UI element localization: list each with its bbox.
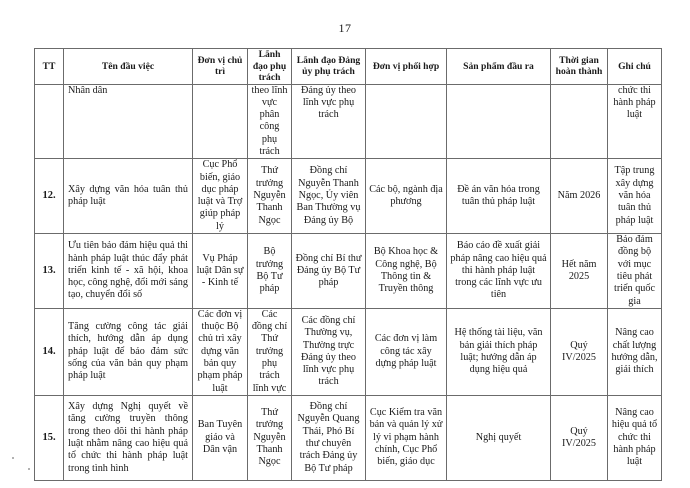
- table-row: [35, 395, 662, 480]
- cell-coordinating-units: Cục Kiểm tra văn bản và quản lý xử lý vi phạm hành chính, Cục Phổ biến, giáo dục: [366, 395, 447, 480]
- header-lead-unit: Đơn vị chủ trì: [193, 49, 248, 85]
- cell-coordinating-units: [366, 84, 447, 159]
- scan-speck: [28, 468, 30, 470]
- cell-coordinating-units: Các đơn vị làm công tác xây dựng pháp luật: [366, 308, 447, 395]
- cell-party-leader: Đồng chí Bí thư Đảng ủy Bộ Tư pháp: [292, 234, 366, 309]
- cell-deadline: Hết năm 2025: [551, 234, 608, 309]
- cell-output: Nghị quyết: [447, 395, 551, 480]
- cell-leader: Các đồng chí Thứ trưởng phụ trách lĩnh vực: [248, 308, 292, 395]
- cell-deadline: Quý IV/2025: [551, 395, 608, 480]
- scan-speck: [12, 457, 14, 459]
- cell-coordinating-units: Bộ Khoa học & Công nghệ, Bộ Thông tin & Truyền thông: [366, 234, 447, 309]
- cell-tt: 15.: [35, 395, 64, 480]
- cell-note: Tập trung xây dựng văn hóa tuân thủ pháp luật: [608, 159, 662, 234]
- cell-lead-unit: Ban Tuyên giáo và Dân vận: [193, 395, 248, 480]
- cell-deadline: [551, 84, 608, 159]
- header-party-leader: Lãnh đạo Đảng ủy phụ trách: [292, 49, 366, 85]
- cell-leader: Bộ trưởng Bộ Tư pháp: [248, 234, 292, 309]
- table-row: [35, 84, 662, 159]
- table-row: [35, 234, 662, 309]
- cell-party-leader: Đồng chí Nguyễn Thanh Ngọc, Ủy viên Ban Thường vụ Đảng ủy Bộ: [292, 159, 366, 234]
- cell-note: Nâng cao chất lượng hướng dẫn, giải thích: [608, 308, 662, 395]
- cell-party-leader: Đảng ủy theo lĩnh vực phụ trách: [292, 84, 366, 159]
- table-row: [35, 308, 662, 395]
- header-note: Ghi chú: [608, 49, 662, 85]
- header-task-name: Tên đầu việc: [64, 49, 193, 85]
- cell-party-leader: Các đồng chí Thường vụ, Thường trực Đảng ủy theo lĩnh vực phụ trách: [292, 308, 366, 395]
- cell-task: Nhân dân: [64, 84, 193, 159]
- header-deadline: Thời gian hoàn thành: [551, 49, 608, 85]
- cell-task: Tăng cường công tác giải thích, hướng dẫn áp dụng pháp luật để bảo đảm sức sống của văn bản quy phạm pháp luật: [64, 308, 193, 395]
- cell-output: Báo cáo đề xuất giải pháp nâng cao hiệu quả thi hành pháp luật trong các lĩnh vực ưu tiên: [447, 234, 551, 309]
- header-coordinating-units: Đơn vị phối hợp: [366, 49, 447, 85]
- cell-lead-unit: Vụ Pháp luật Dân sự - Kinh tế: [193, 234, 248, 309]
- cell-leader: Thứ trưởng Nguyễn Thanh Ngọc: [248, 159, 292, 234]
- cell-task: Xây dựng văn hóa tuân thủ pháp luật: [64, 159, 193, 234]
- cell-coordinating-units: Các bộ, ngành địa phương: [366, 159, 447, 234]
- page-number: 17: [338, 21, 352, 35]
- cell-output: Đề án văn hóa trong tuân thủ pháp luật: [447, 159, 551, 234]
- cell-task: Ưu tiên bảo đảm hiệu quả thi hành pháp luật thúc đẩy phát triển kinh tế - xã hội, khoa học, công nghệ, đổi mới sáng tạo, chuyển đổi số: [64, 234, 193, 309]
- cell-leader: theo lĩnh vực phân công phụ trách: [248, 84, 292, 159]
- cell-tt: 14.: [35, 308, 64, 395]
- table-header-row: [35, 49, 662, 85]
- task-plan-table: [34, 48, 662, 481]
- cell-note: chức thi hành pháp luật: [608, 84, 662, 159]
- header-tt: TT: [35, 49, 64, 85]
- cell-deadline: Năm 2026: [551, 159, 608, 234]
- header-output: Sản phẩm đầu ra: [447, 49, 551, 85]
- cell-note: Nâng cao hiệu quả tổ chức thi hành pháp luật: [608, 395, 662, 480]
- cell-task: Xây dựng Nghị quyết về tăng cường truyền thông trong theo dõi thi hành pháp luật nhằm nâng cao hiệu quả tổ chức thi hành pháp luật trong tình hình: [64, 395, 193, 480]
- cell-lead-unit: Cục Phổ biến, giáo dục pháp luật và Trợ giúp pháp lý: [193, 159, 248, 234]
- cell-deadline: Quý IV/2025: [551, 308, 608, 395]
- header-leader: Lãnh đạo phụ trách: [248, 49, 292, 85]
- cell-lead-unit: [193, 84, 248, 159]
- cell-leader: Thứ trưởng Nguyễn Thanh Ngọc: [248, 395, 292, 480]
- cell-note: Bảo đảm đồng bộ với mục tiêu phát triển quốc gia: [608, 234, 662, 309]
- cell-party-leader: Đồng chí Nguyễn Quang Thái, Phó Bí thư chuyên trách Đảng ủy Bộ Tư pháp: [292, 395, 366, 480]
- cell-tt: [35, 84, 64, 159]
- cell-tt: 12.: [35, 159, 64, 234]
- cell-output: [447, 84, 551, 159]
- cell-output: Hệ thống tài liệu, văn bản giải thích pháp luật; hướng dẫn áp dụng hiệu quả: [447, 308, 551, 395]
- cell-lead-unit: Các đơn vị thuộc Bộ chủ trì xây dựng văn bản quy phạm pháp luật: [193, 308, 248, 395]
- table-row: [35, 159, 662, 234]
- cell-tt: 13.: [35, 234, 64, 309]
